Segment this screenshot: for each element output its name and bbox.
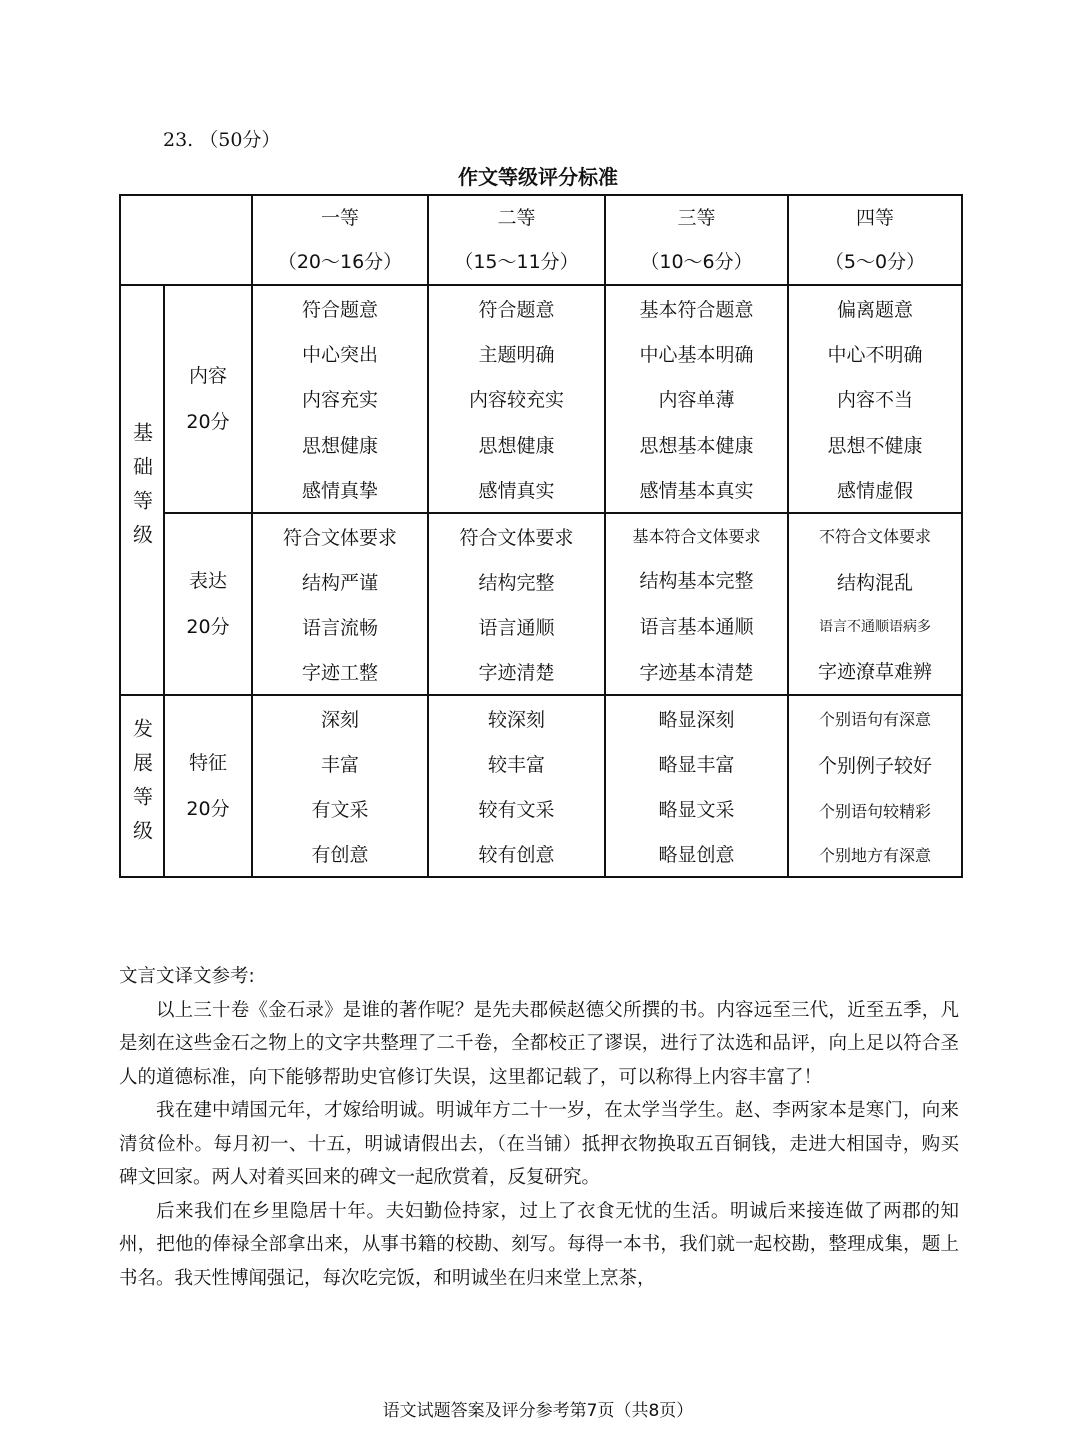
features-grade-3 <box>605 695 788 877</box>
criterion-text: 符合题意 <box>301 299 378 322</box>
criterion-text: 略显文采 <box>658 799 735 821</box>
criterion-text: 思想健康 <box>478 434 555 457</box>
criterion-text: 结构严谨 <box>301 572 378 594</box>
translation-paragraph: 后来我们在乡里隐居十年。夫妇勤俭持家，过上了衣食无忧的生活。明诚后来接连做了两郡的知州，把他的俸禄全部拿出来，从事书籍的校勘、刻写。每得一本书，我们就一起校勘，整理成集，题上书名。我天性博闻强记，每次吃完饭，和明诚坐在归来堂上烹茶， <box>119 1200 959 1289</box>
expression-grade-4 <box>788 513 962 695</box>
criterion-text: 丰富 <box>320 754 359 776</box>
criterion-text: 感情真挚 <box>301 479 378 502</box>
criterion-text: 内容充实 <box>301 389 378 412</box>
content-grade-4 <box>788 285 962 513</box>
translation-paragraph: 我在建中靖国元年，才嫁给明诚。明诚年方二十一岁，在太学当学生。赵、李两家本是寒门，向来清贫俭朴。每月初一、十五，明诚请假出去，（在当铺）抵押衣物换取五百铜钱，走进大相国寺，购买碑文回家。两人对着买回来的碑文一起欣赏着，反复研究。 <box>119 1100 959 1188</box>
basic-level-cell <box>120 285 164 695</box>
grading-table <box>119 194 963 878</box>
criterion-text: 感情虚假 <box>836 479 913 502</box>
corner-cell <box>120 195 252 285</box>
criterion-text: 有创意 <box>311 844 369 866</box>
criterion-text: 个别语句有深意 <box>818 709 931 729</box>
grade-4-header <box>788 195 962 285</box>
criterion-text: 较有创意 <box>478 844 555 866</box>
criterion-text: 个别例子较好 <box>817 754 932 777</box>
criterion-text: 较有文采 <box>478 799 555 821</box>
criterion-text: 结构基本完整 <box>639 569 754 592</box>
criterion-points: 20分 <box>186 411 230 433</box>
criterion-text: 语言不通顺语病多 <box>819 618 931 635</box>
grade-name: 二等 <box>497 207 536 229</box>
grade-range: （15～11分） <box>454 251 579 273</box>
content-row <box>120 285 962 513</box>
criterion-text: 中心基本明确 <box>639 344 754 367</box>
features-criterion <box>164 695 252 877</box>
criterion-text: 思想基本健康 <box>639 434 754 457</box>
criterion-text: 符合文体要求 <box>282 527 397 549</box>
criterion-text: 略显深刻 <box>658 709 735 731</box>
translation-heading: 文言文译文参考: <box>119 966 255 987</box>
content-criterion <box>164 285 252 513</box>
criterion-points: 20分 <box>186 798 230 820</box>
criterion-text: 基本符合文体要求 <box>632 526 761 546</box>
criterion-text: 内容不当 <box>836 389 913 412</box>
header-row <box>120 195 962 285</box>
criterion-text: 内容单薄 <box>658 389 735 412</box>
criterion-text: 略显丰富 <box>658 754 735 776</box>
development-level-cell <box>120 695 164 877</box>
grade-range: （10～6分） <box>640 251 753 273</box>
criterion-text: 不符合文体要求 <box>818 527 931 547</box>
grade-3-header <box>605 195 788 285</box>
criterion-label: 特征 <box>188 752 227 774</box>
criterion-text: 语言通顺 <box>478 617 555 639</box>
criterion-text: 较深刻 <box>487 709 545 731</box>
criterion-text: 个别地方有深意 <box>818 845 931 865</box>
criterion-text: 内容较充实 <box>468 389 564 412</box>
development-level-label: 发展等级 <box>129 718 154 854</box>
expression-grade-3 <box>605 513 788 695</box>
grade-1-header <box>252 195 428 285</box>
content-grade-2 <box>428 285 605 513</box>
criterion-text: 字迹潦草难辨 <box>817 660 932 683</box>
criterion-text: 个别语句较精彩 <box>818 801 931 821</box>
question-number: 23. （50分） <box>163 129 281 151</box>
criterion-text: 基本符合题意 <box>639 299 754 322</box>
criterion-text: 符合文体要求 <box>459 527 574 549</box>
features-grade-2 <box>428 695 605 877</box>
expression-row <box>120 513 962 695</box>
expression-grade-2 <box>428 513 605 695</box>
translation-paragraph: 以上三十卷《金石录》是谁的著作呢？是先夫郡候赵德父所撰的书。内容远至三代，近至五季，凡是刻在这些金石之物上的文字共整理了二千卷，全都校正了谬误，进行了汰选和品评，向上足以符合圣人的道德标准，向下能够帮助史官修订失误，这里都记载了，可以称得上内容丰富了！ <box>119 999 959 1088</box>
grade-range: （5～0分） <box>824 251 926 273</box>
features-grade-4 <box>788 695 962 877</box>
criterion-text: 思想不健康 <box>827 434 923 457</box>
criterion-text: 语言流畅 <box>301 617 378 639</box>
criterion-text: 语言基本通顺 <box>639 615 754 638</box>
criterion-text: 字迹基本清楚 <box>639 661 754 684</box>
criterion-text: 字迹清楚 <box>478 662 555 684</box>
criterion-text: 主题明确 <box>478 344 555 367</box>
criterion-text: 有文采 <box>311 799 369 821</box>
page-footer: 语文试题答案及评分参考第7页（共8页） <box>382 1401 694 1421</box>
grade-2-header <box>428 195 605 285</box>
criterion-text: 符合题意 <box>478 299 555 322</box>
expression-criterion <box>164 513 252 695</box>
translation-section <box>119 960 959 1295</box>
criterion-text: 感情真实 <box>478 479 555 502</box>
grade-name: 三等 <box>677 207 716 229</box>
grade-range: （20～16分） <box>277 251 403 273</box>
content-grade-3 <box>605 285 788 513</box>
criterion-text: 感情基本真实 <box>639 479 754 502</box>
grade-name: 四等 <box>855 207 894 229</box>
criterion-text: 中心突出 <box>301 344 378 367</box>
expression-grade-1 <box>252 513 428 695</box>
content-grade-1 <box>252 285 428 513</box>
criterion-text: 较丰富 <box>487 754 545 776</box>
criterion-points: 20分 <box>186 616 230 638</box>
criterion-text: 结构混乱 <box>836 572 913 595</box>
criterion-text: 字迹工整 <box>301 662 378 684</box>
criterion-text: 略显创意 <box>658 844 735 866</box>
criterion-label: 内容 <box>188 365 227 387</box>
basic-level-label: 基础等级 <box>129 422 154 558</box>
criterion-text: 中心不明确 <box>827 344 923 367</box>
features-row <box>120 695 962 877</box>
criterion-label: 表达 <box>188 570 227 592</box>
criterion-text: 结构完整 <box>478 572 555 594</box>
criterion-text: 偏离题意 <box>836 299 913 322</box>
criterion-text: 深刻 <box>320 709 359 731</box>
grade-name: 一等 <box>320 207 359 229</box>
criterion-text: 思想健康 <box>301 434 378 457</box>
table-title: 作文等级评分标准 <box>458 165 618 189</box>
features-grade-1 <box>252 695 428 877</box>
